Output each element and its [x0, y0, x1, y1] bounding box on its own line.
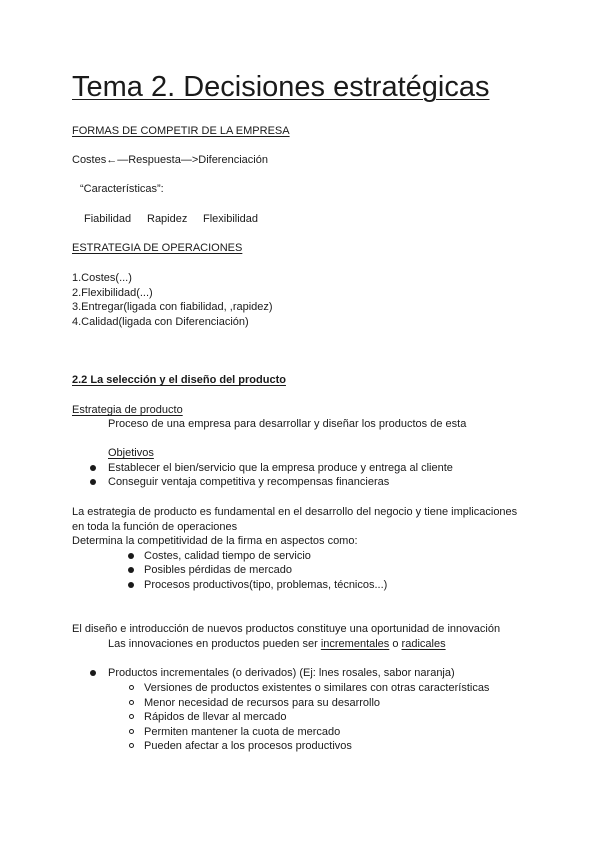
product-strategy-label: Estrategia de producto: [72, 404, 183, 416]
innovation-line: El diseño e introducción de nuevos productos constituye una oportunidad de innovación: [72, 623, 501, 635]
paragraph-line: La estrategia de producto es fundamental en el desarrollo del negocio y tiene implicaciones: [72, 506, 518, 518]
bullet-icon: [90, 479, 96, 485]
incremental-feature: Permiten mantener la cuota de mercado: [144, 726, 341, 738]
circle-bullet-icon: [129, 700, 134, 705]
bullet-icon: [128, 567, 134, 573]
objectives-label: Objetivos: [108, 447, 154, 459]
bullet-icon: [90, 465, 96, 471]
innovation-types-line: [108, 639, 446, 650]
section-heading-operations: ESTRATEGIA DE OPERACIONES: [72, 242, 243, 254]
circle-bullet-icon: [129, 743, 134, 748]
section-heading-compete: FORMAS DE COMPETIR DE LA EMPRESA: [72, 125, 290, 137]
page-title: Tema 2. Decisiones estratégicas: [72, 71, 490, 103]
section-heading-product: 2.2 La selección y el diseño del producto: [72, 374, 286, 386]
compete-line: Costes←—Respuesta—>Diferenciación: [72, 154, 268, 166]
incremental-products-item: Productos incrementales (o derivados) (Ej: lnes rosales, sabor naranja): [108, 667, 455, 679]
characteristic-item: Fiabilidad: [84, 213, 132, 225]
characteristic-item: Rapidez: [147, 213, 188, 225]
incremental-feature: Pueden afectar a los procesos productivos: [144, 740, 352, 752]
aspect-item: Posibles pérdidas de mercado: [144, 564, 292, 576]
product-strategy-definition: Proceso de una empresa para desarrollar y diseñar los productos de esta: [108, 418, 467, 430]
incremental-feature: Menor necesidad de recursos para su desarrollo: [144, 697, 381, 709]
bullet-icon: [90, 670, 96, 676]
aspect-item: Costes, calidad tiempo de servicio: [144, 550, 311, 562]
objective-item: Conseguir ventaja competitiva y recompensas financieras: [108, 476, 390, 488]
operations-item: 3.Entregar(ligada con fiabilidad, ,rapidez): [72, 301, 273, 313]
paragraph-line: Determina la competitividad de la firma en aspectos como:: [72, 535, 358, 547]
paragraph-line: en toda la función de operaciones: [72, 521, 238, 533]
innovation-connector: o: [389, 638, 402, 650]
aspect-item: Procesos productivos(tipo, problemas, técnicos...): [144, 579, 388, 591]
incremental-feature: Rápidos de llevar al mercado: [144, 711, 287, 723]
incremental-feature: Versiones de productos existentes o similares con otras características: [144, 682, 490, 694]
incremental-link: incrementales: [320, 638, 390, 650]
characteristics-label: “Características”:: [80, 183, 164, 195]
circle-bullet-icon: [129, 685, 134, 690]
innovation-prefix: Las innovaciones en productos pueden ser: [108, 638, 321, 650]
characteristic-item: Flexibilidad: [203, 213, 259, 225]
objective-item: Establecer el bien/servicio que la empresa produce y entrega al cliente: [108, 462, 453, 474]
radical-link: radicales: [401, 638, 446, 650]
operations-item: 4.Calidad(ligada con Diferenciación): [72, 316, 249, 328]
circle-bullet-icon: [129, 714, 134, 719]
operations-item: 2.Flexibilidad(...): [72, 287, 153, 299]
circle-bullet-icon: [129, 729, 134, 734]
bullet-icon: [128, 553, 134, 559]
operations-item: 1.Costes(...): [72, 272, 132, 284]
bullet-icon: [128, 582, 134, 588]
